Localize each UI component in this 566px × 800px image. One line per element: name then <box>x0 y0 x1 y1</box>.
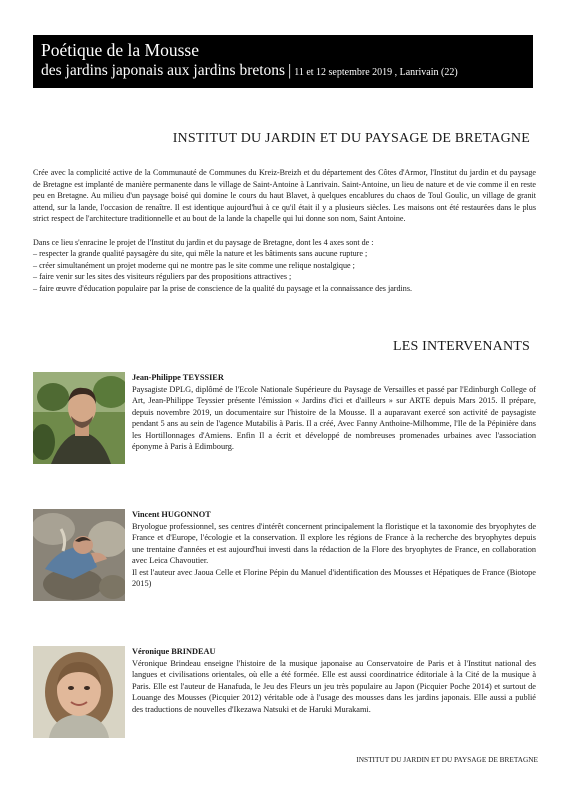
speakers-heading: LES INTERVENANTS <box>392 339 530 354</box>
list-item: – respecter la grande qualité paysagère du site, qui mêle la nature et les bâtiments sans aucune rupture ; <box>33 249 368 259</box>
speaker-description-extra: Il est l'auteur avec Jaoua Celle et Florine Pépin du Manuel d'identification des Mousses et Hépatiques de France (Biotope 2015) <box>132 567 536 588</box>
banner-separator: | <box>288 62 292 79</box>
banner-subtitle-line <box>41 61 525 83</box>
speaker-bio <box>132 509 536 590</box>
intro-paragraph-2: Dans ce lieu s'enracine le projet de l'Institut du jardin et du paysage de Bretagne, dont les 4 axes sont de : <box>33 237 374 247</box>
speaker-description: Véronique Brindeau enseigne l'histoire de la musique japonaise au Conservatoire de Paris et à l'Institut national des langues et civilisations orientales, où elle a été formée. Elle est aussi coordinatrice éditoriale à la Cité de la musique à Paris. Elle est l'auteur de Hanafuda, le Jeu des Fleurs un jeu très populaire au Japon (Picquier Poche 2014) et surtout de Louange des Mousses (Picquier 2012) véritable ode à l'usage des mousses dans les jardins japonais. Elle aussi a publié des traductions de nouvelles d'Ikezawa Natsuki et de Haruki Murakami. <box>132 658 536 714</box>
speaker-photo <box>33 646 125 738</box>
list-item: – faire œuvre d'éducation populaire par la prise de conscience de la qualité du paysage et la connaissance des jardins. <box>33 283 413 293</box>
speaker-photo <box>33 372 125 464</box>
list-item: – faire venir sur les sites des visiteurs réguliers par des propositions attractives ; <box>33 272 292 282</box>
portrait-photo-hugonnot <box>33 509 125 601</box>
title-banner <box>33 35 533 88</box>
speaker-bio <box>132 646 536 715</box>
speaker-photo <box>33 509 125 601</box>
speaker-name: Véronique BRINDEAU <box>132 647 216 656</box>
speaker-name: Vincent HUGONNOT <box>132 510 211 519</box>
axes-list <box>33 248 536 294</box>
banner-title: Poétique de la Mousse <box>41 40 199 60</box>
portrait-photo-teyssier <box>33 372 125 464</box>
intro-text <box>33 167 536 295</box>
banner-date: 11 et 12 septembre 2019 , Lanrivain (22) <box>294 67 458 78</box>
speaker-description: Bryologue professionnel, ses centres d'intérêt concernent principalement la floristique et la taxonomie des bryophytes de France et d'Europe, l'écologie et la conservation. Il explore les régions de France à la recherche des bryophytes depuis une trentaine d'années et est aujourd'hui investi dans la rédaction de la Flore des bryophytes de France, en collaboration avec Leica Chavoutier. <box>132 521 536 565</box>
banner-subtitle: des jardins japonais aux jardins bretons <box>41 62 286 79</box>
speaker-description: Paysagiste DPLG, diplômé de l'Ecole Nationale Supérieure du Paysage de Versailles et passé par l'Edinburgh College of Art, Jean-Philippe Teyssier présente l'émission « Jardins d'ici et d'ailleurs » sur ARTE depuis Mars 2015. Il prépare, depuis novembre 2019, un documentaire sur l'histoire de la Mousse. Il a auparavant exercé son activité de paysagiste pendant 5 ans au sein de l'agence Mutabilis à Paris. Il a créé, Avec Fanny Anthoine-Milhomme, l'Ile de la Pépinière dans les Hortillonnages d'Amiens. Enfin Il a écrit et développé de nombreuses promenades urbaines avec l'association éponyme à Paris à Edimbourg. <box>132 384 536 451</box>
institute-heading: INSTITUT DU JARDIN ET DU PAYSAGE DE BRETAGNE <box>172 131 530 146</box>
intro-paragraph-1: Crée avec la complicité active de la Communauté de Communes du Kreiz-Breizh et du département des Côtes d'Armor, l'Institut du jardin et du paysage de Bretagne est implanté de manière permanente dans le village de Saint-Antoine à Lanrivain. Saint-Antoine, un lieu de nature et de vie comme il en reste peu en Bretagne. Au milieu d'un paysage boisé qui domine le cours du haut Blavet, à quelques encablures du chaos de Toul Goulic, un village de granit attend, sur la lande, l'occasion de renaître. Il est identique aujourd'hui à ce qu'il était il y a plusieurs siècles. Les maisons ont été restaurées dans le plus strict respect de l'architecture traditionnelle et au bout de la lande la chapelle qui lui donne son nom, Saint Antoine. <box>33 168 536 224</box>
speaker-bio <box>132 372 536 453</box>
portrait-photo-brindeau <box>33 646 125 738</box>
page-footer: INSTITUT DU JARDIN ET DU PAYSAGE DE BRETAGNE <box>356 755 538 764</box>
list-item: – créer simultanément un projet moderne qui ne montre pas le site comme une relique nostalgique ; <box>33 260 355 270</box>
speaker-name: Jean-Philippe TEYSSIER <box>132 373 224 382</box>
